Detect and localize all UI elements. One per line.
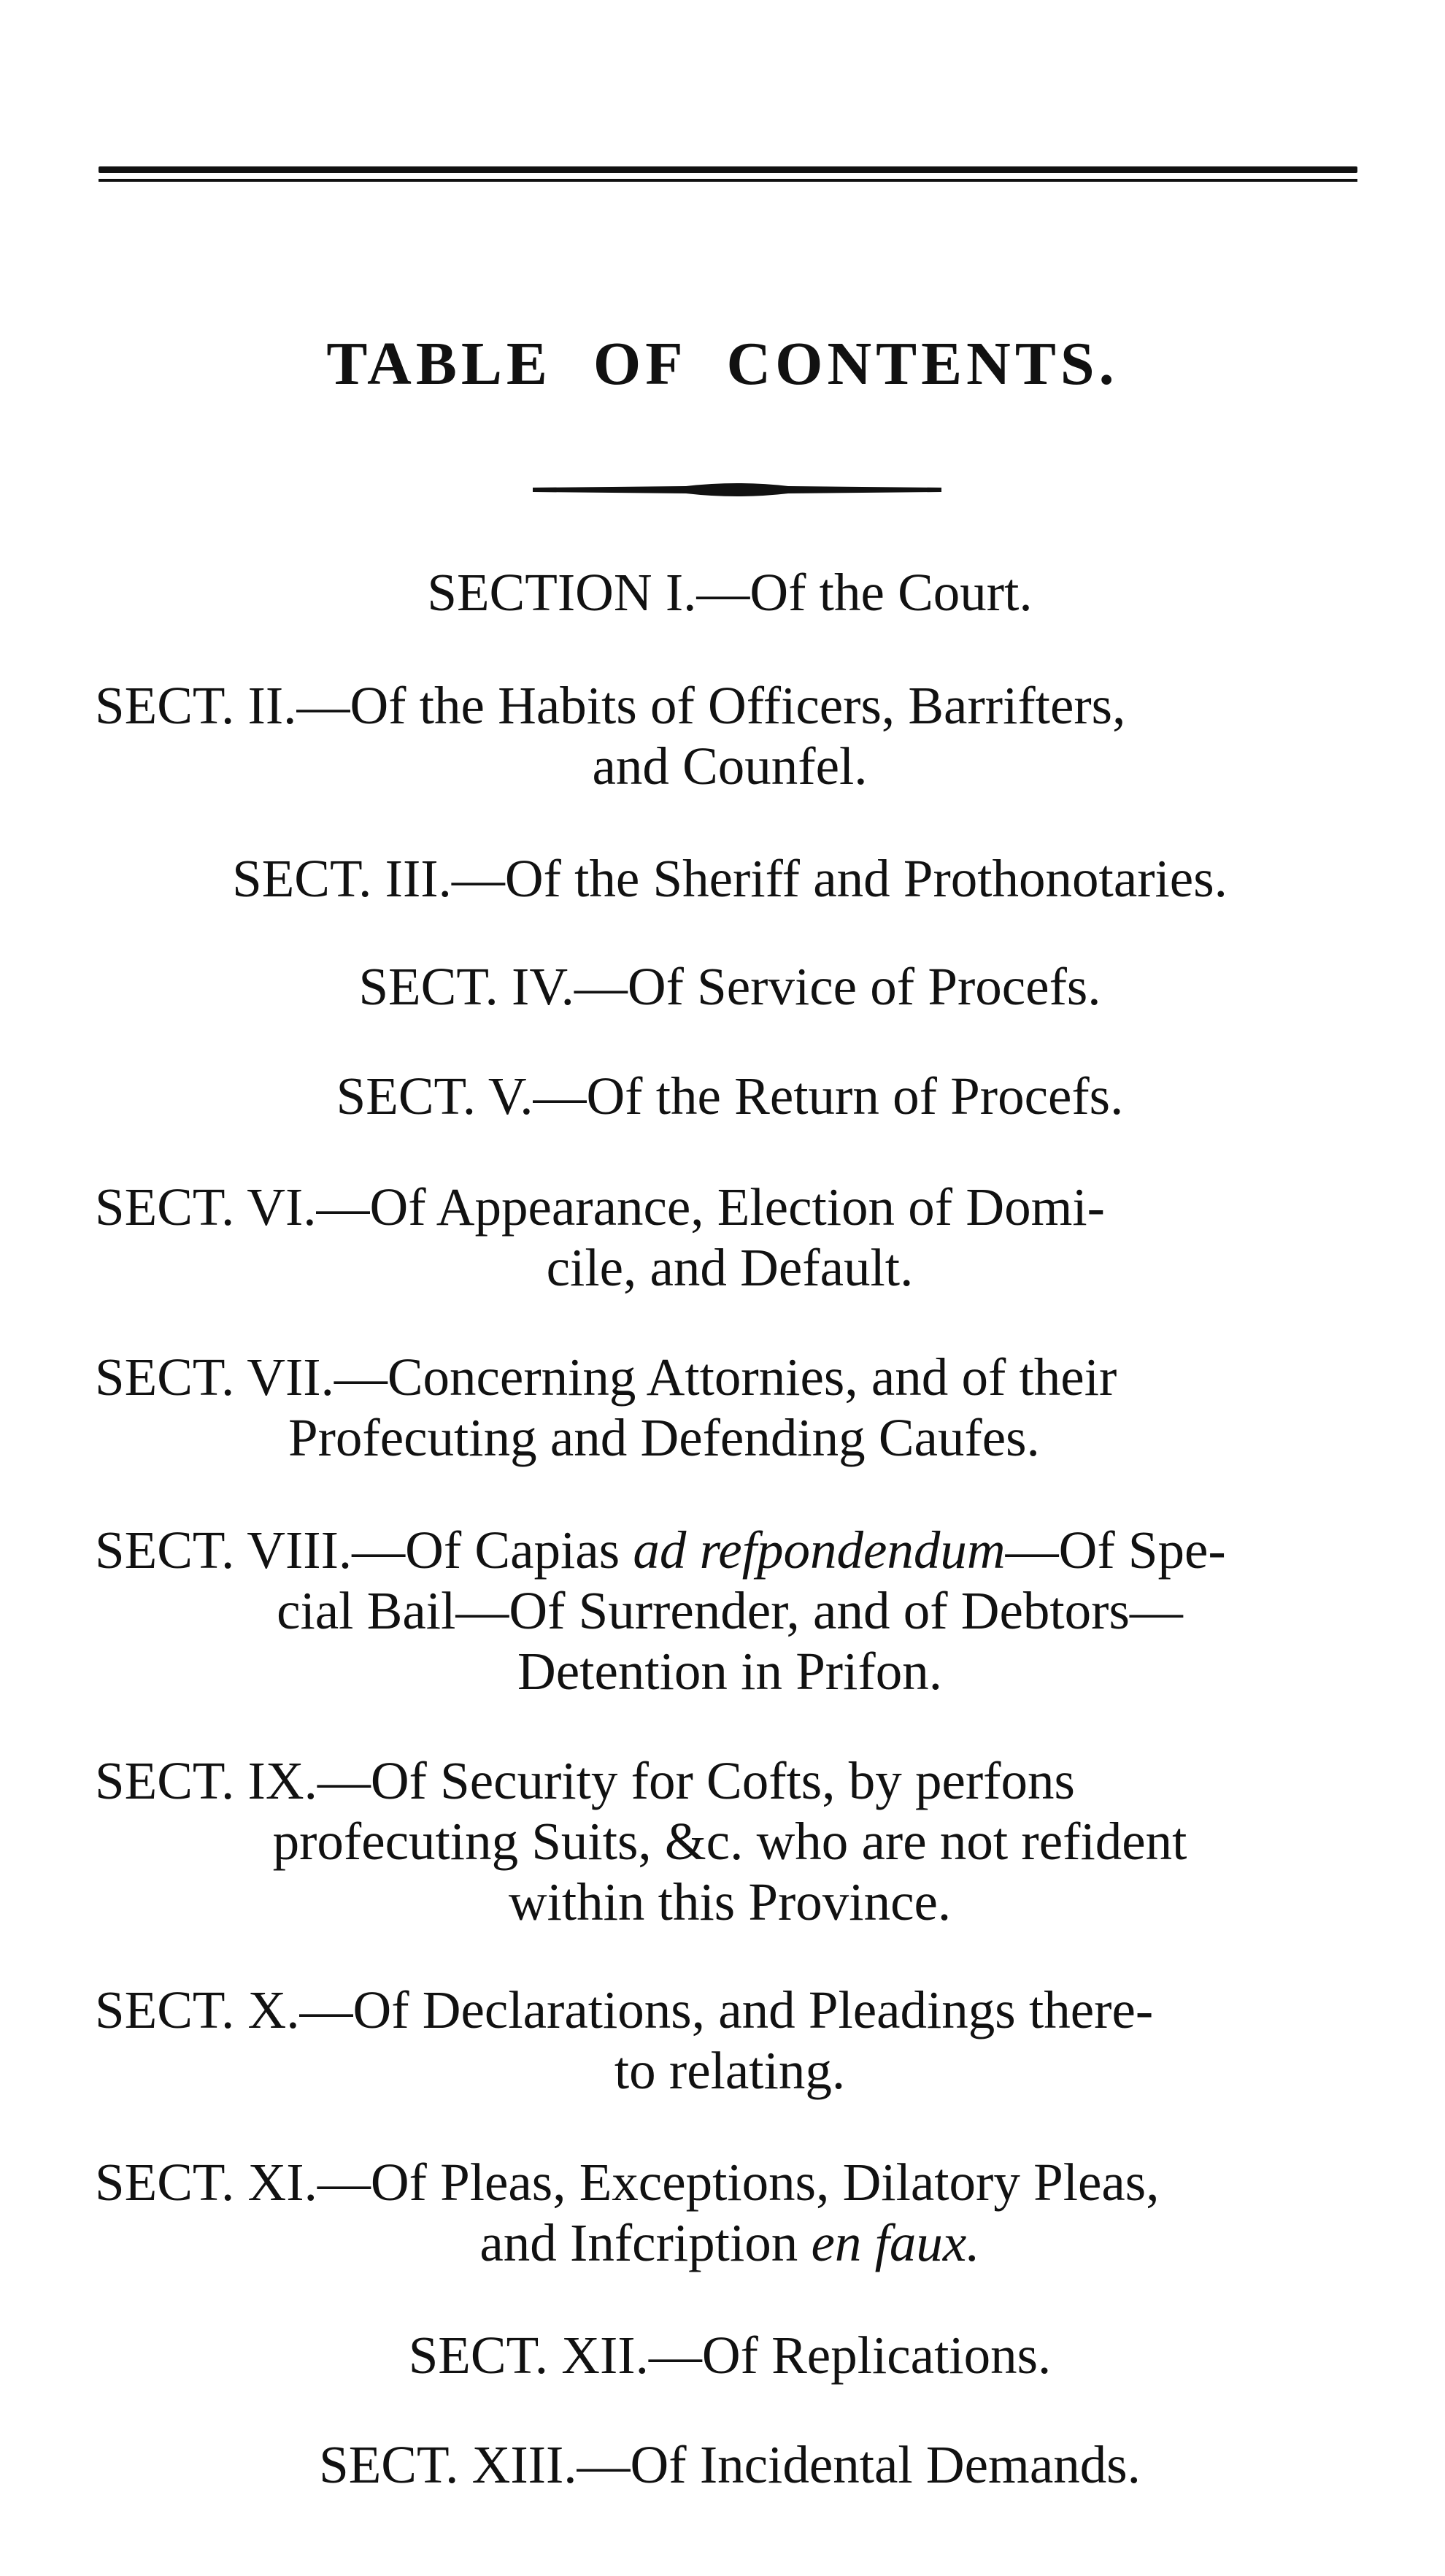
top-rule-thick — [99, 166, 1357, 173]
entry-title: Of Pleas, Exceptions, Dilatory Pleas, — [370, 2153, 1160, 2212]
entry-label: SECT. VII. — [95, 1347, 334, 1407]
entry-continuation-2: within this Province. — [508, 1872, 952, 1931]
entry-label: SECT. IX. — [95, 1751, 317, 1810]
entry-title: Of the Habits of Officers, Barrifters, — [350, 676, 1126, 735]
entry-label: SECT. II. — [95, 676, 297, 735]
entry-title: Of Security for Cofts, by perfons — [370, 1751, 1075, 1810]
entry-label: SECT. VI. — [95, 1177, 317, 1237]
toc-entry-3: SECT. III.—Of the Sheriff and Prothonotaries. — [232, 849, 1228, 908]
entry-label: SECT. XI. — [95, 2153, 317, 2212]
toc-entry-13: SECT. XIII.—Of Incidental Demands. — [319, 2435, 1141, 2494]
toc-entry-4: SECT. IV.—Of Service of Procefs. — [358, 957, 1101, 1016]
toc-entry-6: SECT. VI.—Of Appearance, Election of Domi- cile, and Default. — [95, 1177, 1365, 1298]
entry-title-italic: ad refpondendum — [633, 1520, 1006, 1580]
entry-title: Concerning Attornies, and of their — [387, 1347, 1117, 1407]
entry-label: SECT. III. — [232, 849, 452, 908]
entry-title: Of Declarations, and Pleadings there- — [352, 1980, 1154, 2039]
entry-continuation: and Counfel. — [592, 737, 868, 796]
entry-label: SECTION I. — [427, 563, 697, 622]
entry-title: Of Service of Procefs. — [627, 957, 1101, 1016]
entry-continuation: profecuting Suits, &c. who are not refident — [272, 1812, 1187, 1871]
entry-title: Of Appearance, Election of Domi- — [369, 1177, 1105, 1237]
toc-entry-5: SECT. V.—Of the Return of Procefs. — [336, 1066, 1124, 1126]
toc-entry-9: SECT. IX.—Of Security for Cofts, by perfons profecuting Suits, &c. who are not refident within this Province. — [95, 1750, 1365, 1932]
entry-title: Of the Court. — [750, 563, 1033, 622]
entry-continuation: to relating. — [614, 2041, 846, 2100]
toc-entry-1: SECTION I.—Of the Court. — [427, 563, 1033, 622]
entry-continuation-2: Detention in Prifon. — [517, 1642, 942, 1701]
entry-title: Of Incidental Demands. — [630, 2435, 1141, 2494]
entry-title: Of the Sheriff and Prothonotaries. — [504, 849, 1228, 908]
entry-title: Of Replications. — [701, 2326, 1052, 2385]
toc-entry-2: SECT. II.—Of the Habits of Officers, Barrifters, and Counfel. — [95, 675, 1365, 796]
toc-entry-10: SECT. X.—Of Declarations, and Pleadings there- to relating. — [95, 1980, 1365, 2101]
toc-entry-12: SECT. XII.—Of Replications. — [408, 2326, 1052, 2385]
entry-label: SECT. X. — [95, 1980, 300, 2039]
top-rule-thin — [99, 179, 1357, 182]
entry-continuation: cile, and Default. — [546, 1238, 914, 1297]
entry-continuation: Profecuting and Defending Caufes. — [288, 1408, 1040, 1467]
entry-title: Of the Return of Procefs. — [586, 1066, 1124, 1126]
entry-continuation: and Infcription en faux. — [479, 2213, 980, 2272]
top-double-rule — [99, 166, 1357, 187]
entry-label: SECT. V. — [336, 1066, 533, 1126]
entry-title-pre: Of Capias — [405, 1520, 633, 1580]
entry-label: SECT. XIII. — [319, 2435, 577, 2494]
entry-label: SECT. XII. — [408, 2326, 649, 2385]
ornament-rule — [533, 479, 941, 501]
toc-entry-7: SECT. VII.—Concerning Attornies, and of their Profecuting and Defending Caufes. — [95, 1347, 1365, 1468]
entry-label: SECT. IV. — [358, 957, 574, 1016]
entry-continuation: cial Bail—Of Surrender, and of Debtors— — [277, 1581, 1183, 1640]
entry-continuation-italic: en faux. — [811, 2213, 980, 2272]
entry-title-post: —Of Spe- — [1005, 1520, 1226, 1580]
toc-entry-11: SECT. XI.—Of Pleas, Exceptions, Dilatory Pleas, and Infcription en faux. — [95, 2152, 1365, 2273]
entry-label: SECT. VIII. — [95, 1520, 352, 1580]
toc-entry-8: SECT. VIII.—Of Capias ad refpondendum—Of Spe- cial Bail—Of Surrender, and of Debtors— Detention in Prifon. — [95, 1520, 1365, 1702]
page-title: TABLE OF CONTENTS. — [326, 330, 1119, 398]
